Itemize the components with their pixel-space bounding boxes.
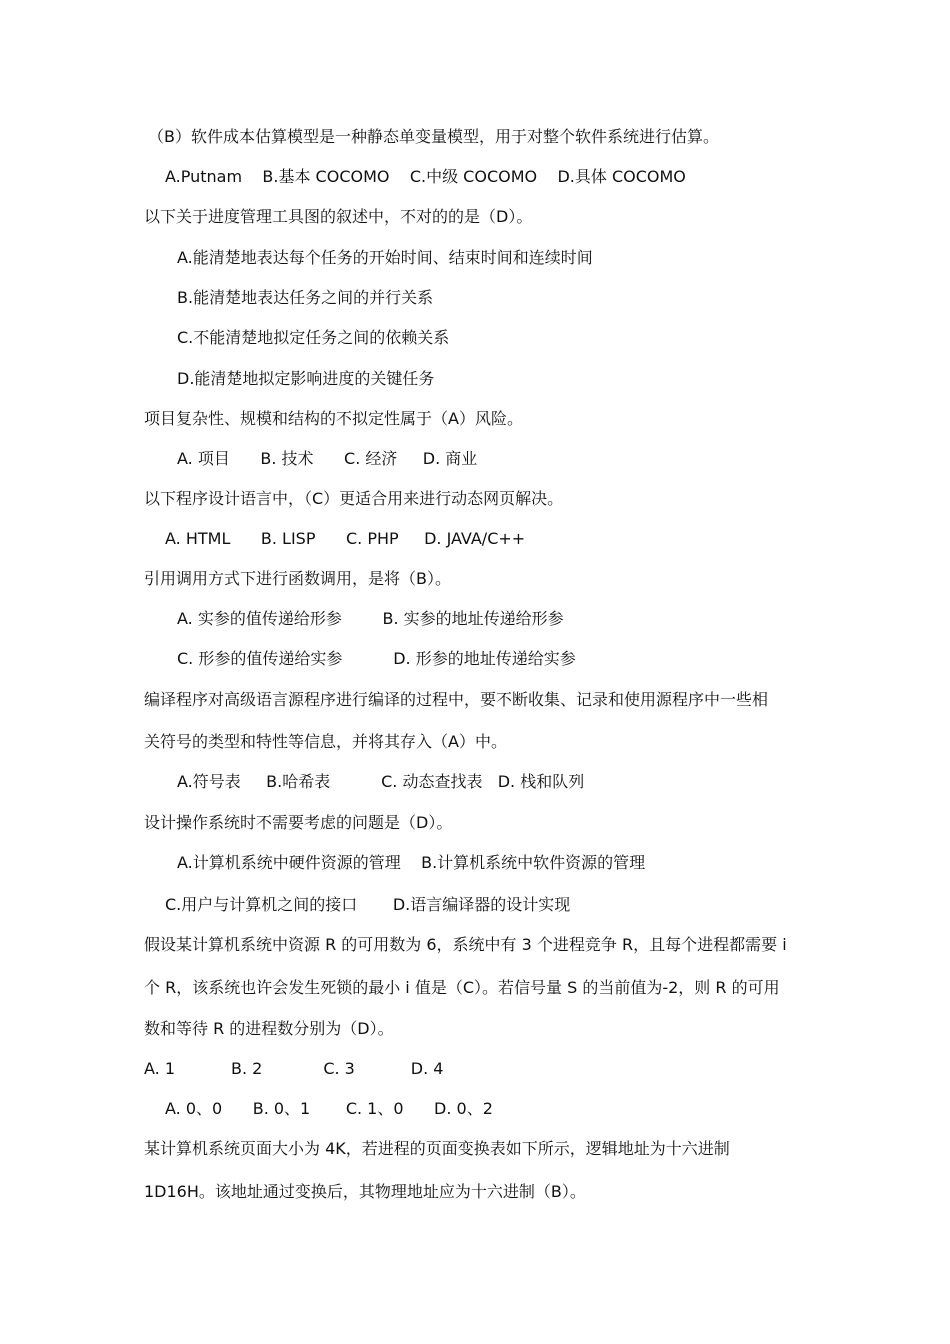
question-line: 个 R，该系统也许会发生死锁的最小 i 值是（C）。若信号量 S 的当前值为-2，则 R 的可用 (144, 978, 780, 997)
question-line: 以下程序设计语言中，（C）更适合用来进行动态网页解决。 (144, 489, 564, 508)
question-line: （B）软件成本估算模型是一种静态单变量模型，用于对整个软件系统进行估算。 (148, 127, 719, 146)
question-line: 某计算机系统页面大小为 4K，若进程的页面变换表如下所示，逻辑地址为十六进制 (144, 1139, 730, 1158)
options-line: A.计算机系统中硬件资源的管理 B.计算机系统中软件资源的管理 (177, 853, 646, 872)
question-line: 编译程序对高级语言源程序进行编译的过程中，要不断收集、记录和使用源程序中一些相 (144, 690, 769, 709)
option-line: C.不能清楚地拟定任务之间的依赖关系 (177, 328, 450, 347)
option-line: D.能清楚地拟定影响进度的关键任务 (177, 369, 435, 388)
option-line: A.能清楚地表达每个任务的开始时间、结束时间和连续时间 (177, 248, 593, 267)
options-line: A. 实参的值传递给形参 B. 实参的地址传递给形参 (177, 609, 564, 628)
options-line: A. 1 B. 2 C. 3 D. 4 (144, 1059, 444, 1078)
options-line: A.符号表 B.哈希表 C. 动态查找表 D. 栈和队列 (177, 772, 585, 791)
question-line: 引用调用方式下进行函数调用，是将（B）。 (144, 569, 451, 588)
question-line: 1D16H。该地址通过变换后，其物理地址应为十六进制（B）。 (144, 1182, 586, 1201)
question-line: 设计操作系统时不需要考虑的问题是（D）。 (144, 813, 453, 832)
options-line: C.用户与计算机之间的接口 D.语言编译器的设计实现 (165, 895, 571, 914)
question-line: 关符号的类型和特性等信息，并将其存入（A）中。 (144, 732, 507, 751)
options-line: A. HTML B. LISP C. PHP D. JAVA/C++ (165, 529, 526, 548)
question-line: 项目复杂性、规模和结构的不拟定性属于（A）风险。 (144, 409, 523, 428)
options-line: C. 形参的值传递给实参 D. 形参的地址传递给实参 (177, 649, 576, 668)
option-line: B.能清楚地表达任务之间的并行关系 (177, 288, 434, 307)
question-line: 数和等待 R 的进程数分别为（D）。 (144, 1019, 394, 1038)
question-line: 假设某计算机系统中资源 R 的可用数为 6，系统中有 3 个进程竞争 R，且每个进程都需要 i (144, 935, 787, 954)
options-line: A. 项目 B. 技术 C. 经济 D. 商业 (177, 449, 478, 468)
options-line: A.Putnam B.基本 COCOMO C.中级 COCOMO D.具体 COCOMO (165, 167, 686, 186)
options-line: A. 0、0 B. 0、1 C. 1、0 D. 0、2 (165, 1099, 493, 1118)
question-line: 以下关于进度管理工具图的叙述中，不对的的是（D）。 (144, 207, 533, 226)
